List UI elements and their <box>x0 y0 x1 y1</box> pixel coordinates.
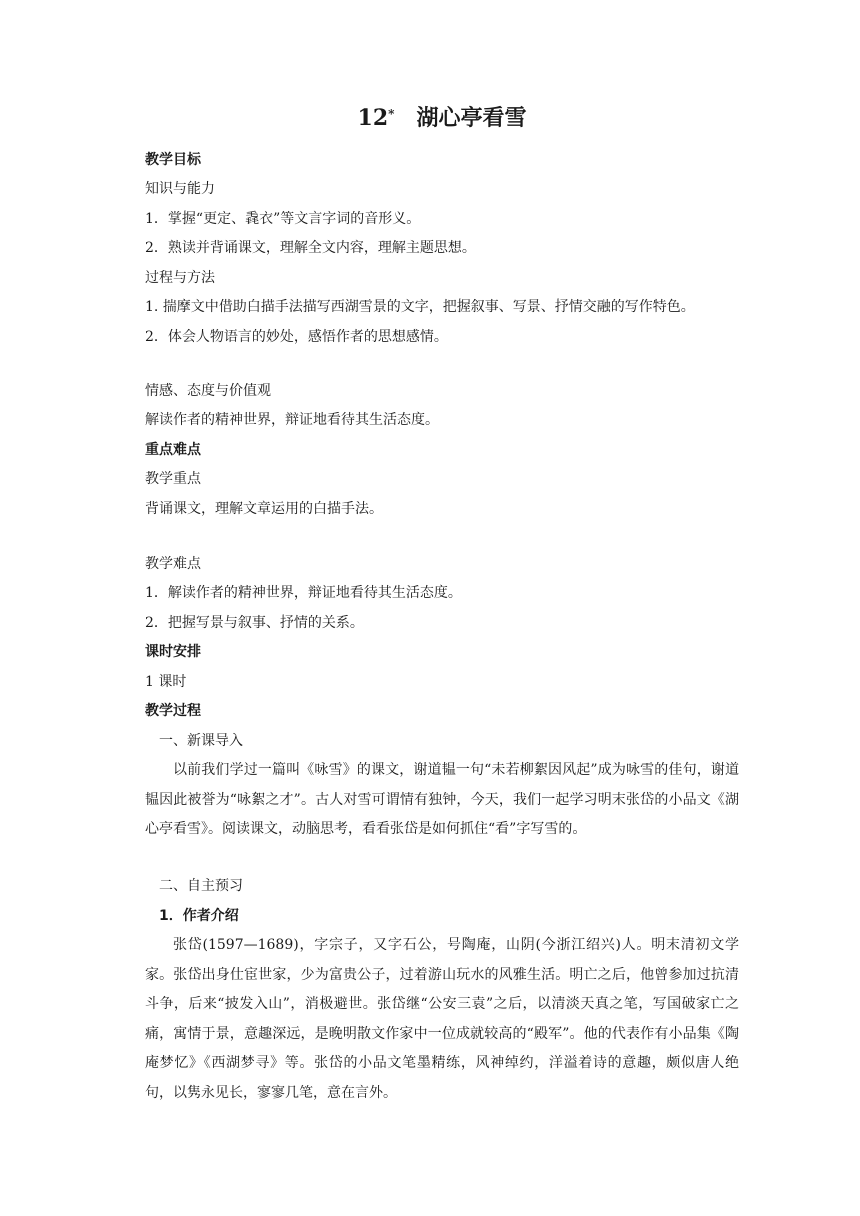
subheading-focus: 教学重点 <box>145 471 201 487</box>
difficulty-item: 1．解读作者的精神世界，辩证地看待其生活态度。 <box>145 585 462 601</box>
section-heading-process: 教学过程 <box>145 703 201 719</box>
schedule-item: 1 课时 <box>145 674 187 690</box>
knowledge-item: 1．掌握“更定、毳衣”等文言字词的音形义。 <box>145 211 421 227</box>
knowledge-item: 2．熟读并背诵课文，理解全文内容，理解主题思想。 <box>145 240 476 256</box>
lesson-number: 12 <box>357 105 389 131</box>
lesson-title: 湖心亭看雪 <box>416 105 527 131</box>
subheading-difficulty: 教学难点 <box>145 556 201 572</box>
subheading-emotion: 情感、态度与价值观 <box>145 383 271 399</box>
section-heading-key: 重点难点 <box>145 442 201 458</box>
subheading-knowledge: 知识与能力 <box>145 181 215 197</box>
section-heading-schedule: 课时安排 <box>145 644 201 660</box>
difficulty-item: 2．把握写景与叙事、抒情的关系。 <box>145 615 364 631</box>
subheading-process: 过程与方法 <box>145 270 215 286</box>
author-paragraph: 张岱(1597—1689)，字宗子，又字石公，号陶庵，山阴(今浙江绍兴)人。明末清初文学家。张岱出身仕宦世家，少为富贵公子，过着游山玩水的风雅生活。明亡之后，他曾参加过抗清斗争，后来“披发入山”，消极避世。张岱继“公安三袁”之后，以清淡天真之笔，写国破家亡之痛，寓情于景，意趣深远，是晚明散文作家中一位成就较高的“殿军”。他的代表作有小品集《陶庵梦忆》《西湖梦寻》等。张岱的小品文笔墨精练，风神绰约，洋溢着诗的意趣，颇似唐人绝句，以隽永见长，寥寥几笔，意在言外。 <box>145 937 739 1101</box>
focus-item: 背诵课文，理解文章运用的白描手法。 <box>145 501 383 517</box>
step-heading: 二、自主预习 <box>159 878 243 894</box>
optional-mark: * <box>388 107 395 121</box>
process-item: 2．体会人物语言的妙处，感悟作者的思想感情。 <box>145 329 448 345</box>
step-heading: 一、新课导入 <box>159 733 243 749</box>
intro-paragraph: 以前我们学过一篇叫《咏雪》的课文，谢道韫一句“未若柳絮因风起”成为咏雪的佳句，谢道韫因此被誉为“咏絮之才”。古人对雪可谓情有独钟，今天，我们一起学习明末张岱的小品文《湖心亭看雪》。阅读课文，动脑思考，看看张岱是如何抓住“看”字写雪的。 <box>145 762 739 837</box>
page-title <box>145 100 739 136</box>
emotion-item: 解读作者的精神世界，辩证地看待其生活态度。 <box>145 412 439 428</box>
step-subheading: 1．作者介绍 <box>159 908 239 924</box>
process-item: 1. 揣摩文中借助白描手法描写西湖雪景的文字，把握叙事、写景、抒情交融的写作特色。 <box>145 299 695 315</box>
section-heading-goals: 教学目标 <box>145 152 201 168</box>
